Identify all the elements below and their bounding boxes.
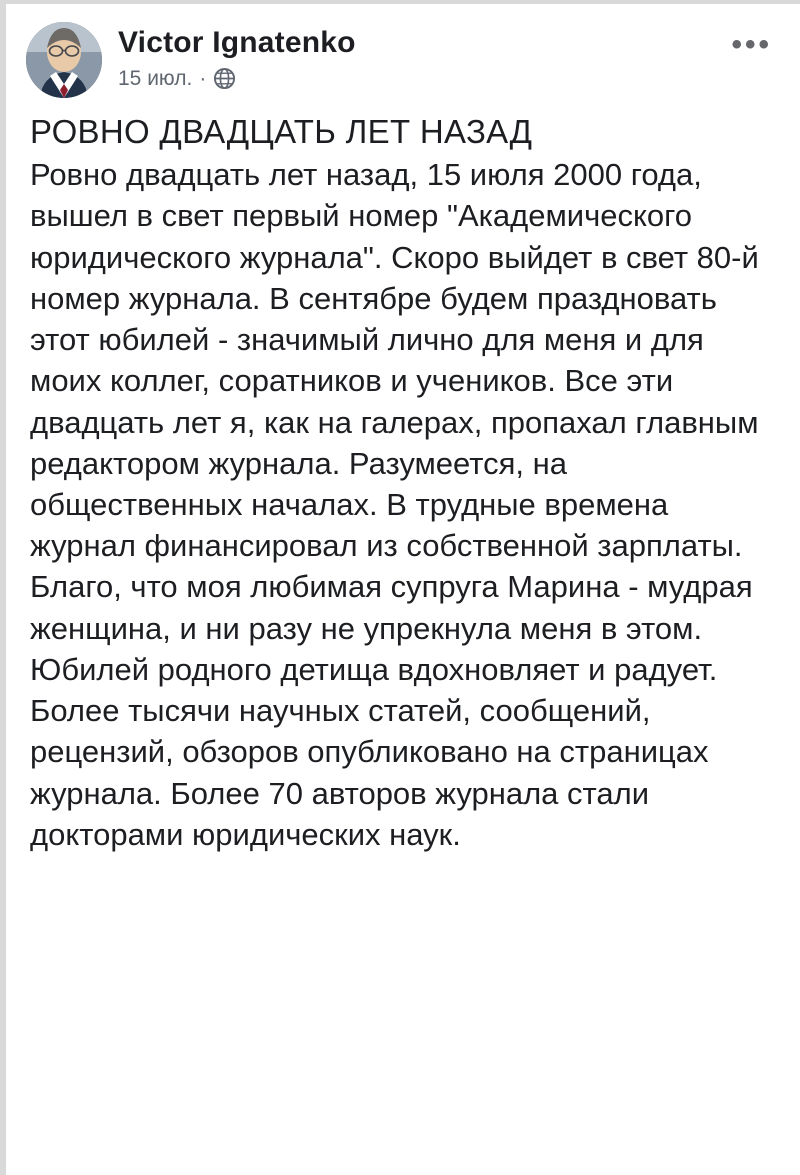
post-body bbox=[6, 104, 800, 855]
author-name[interactable]: Victor Ignatenko bbox=[118, 26, 356, 59]
avatar[interactable] bbox=[26, 22, 102, 98]
globe-icon[interactable] bbox=[213, 67, 236, 90]
post-date[interactable]: 15 июл. bbox=[118, 66, 193, 90]
meta-separator: · bbox=[199, 66, 207, 90]
more-options-icon[interactable]: ••• bbox=[731, 28, 772, 61]
post-meta bbox=[118, 67, 356, 91]
post-header bbox=[6, 4, 800, 104]
post-title: РОВНО ДВАДЦАТЬ ЛЕТ НАЗАД bbox=[30, 113, 533, 150]
post-text: Ровно двадцать лет назад, 15 июля 2000 года, вышел в свет первый номер "Академического юридического журнала". Скоро выйдет в свет 80-й номер журнала. В сентябре будем праздновать этот юбилей - значимый лично для меня и для моих коллег, соратников и учеников. Все эти двадцать лет я, как на галерах, пропахал главным редактором журнала. Разумеется, на общественных началах. В трудные времена журнал финансировал из собственной зарплаты. Благо, что моя любимая супруга Марина - мудрая женщина, и ни разу не упрекнула меня в этом. Юбилей родного детища вдохновляет и радует. Более тысячи научных статей, сообщений, рецензий, обзоров опубликовано на страницах журнала. Более 70 авторов журнала стали докторами юридических наук. bbox=[30, 157, 759, 852]
post-author-block bbox=[118, 22, 356, 91]
